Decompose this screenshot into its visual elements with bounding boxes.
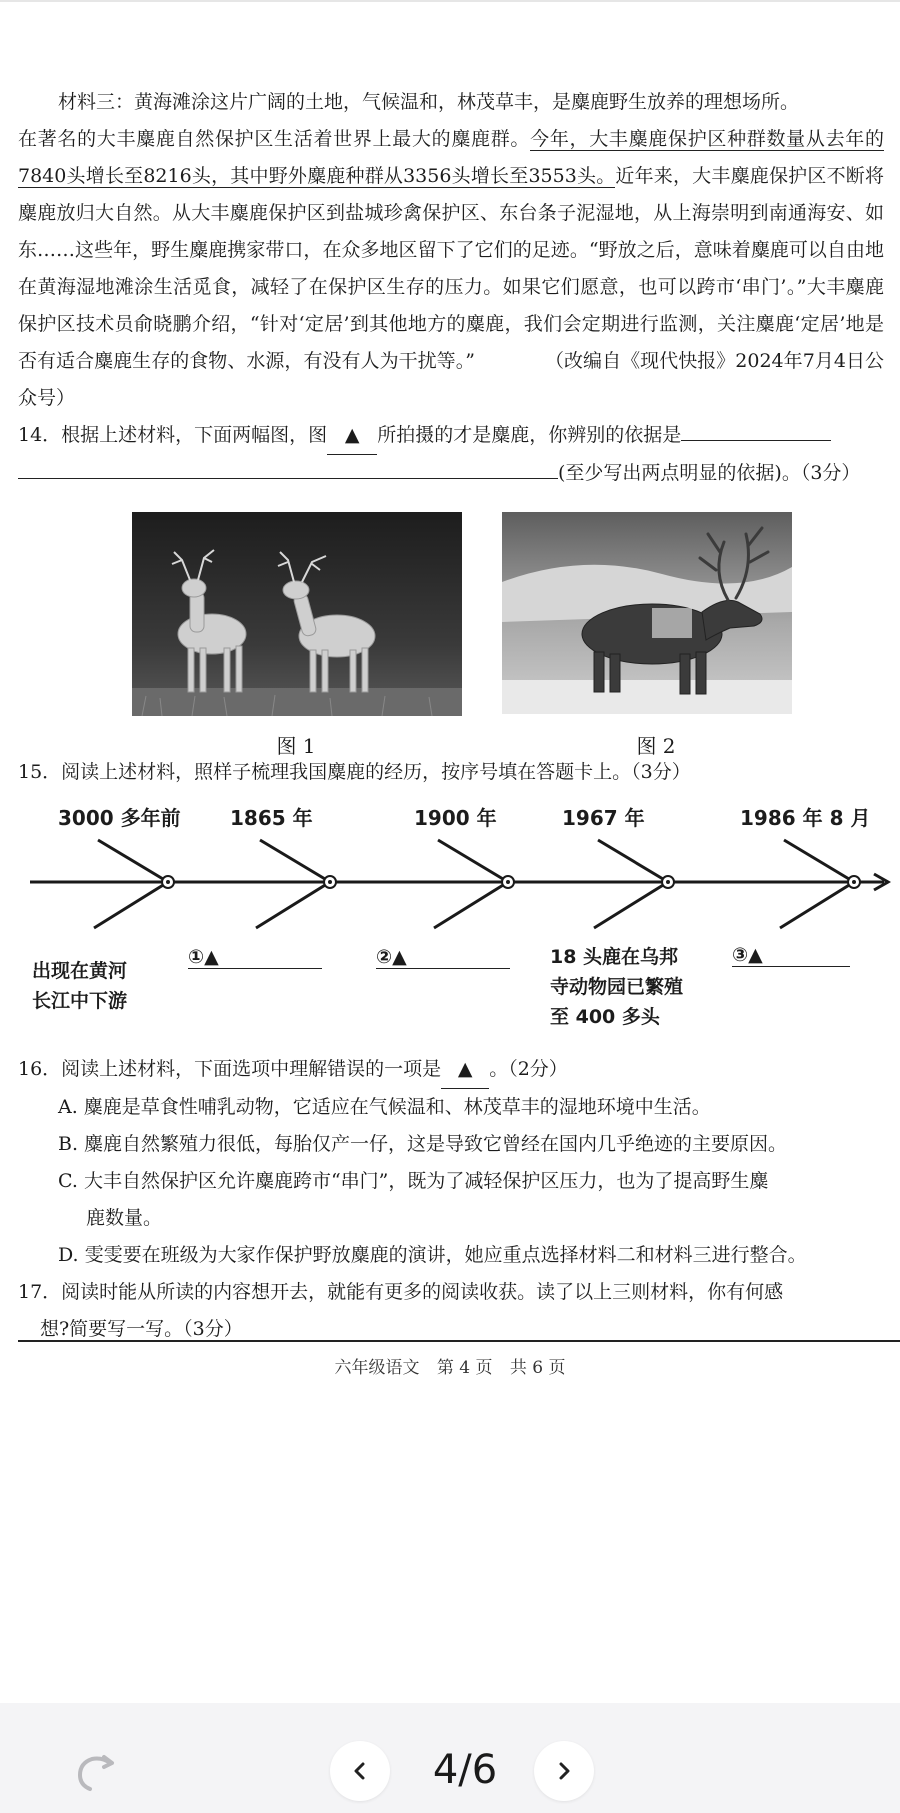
timeline-year-4: 1967 年 [562, 806, 645, 830]
timeline-event-4: 18 头鹿在乌邦 寺动物园已繁殖 至 400 多头 [550, 946, 684, 1028]
material3-source: （改编自《现代快报》2024年7月4日公众号） [18, 350, 885, 409]
option-c-cont: 鹿数量。 [86, 1207, 163, 1229]
option-a: A. 麋鹿是草食性哺乳动物，它适应在气候温和、林茂草丰的湿地环境中生活。 [58, 1096, 711, 1118]
timeline [0, 790, 900, 1040]
timeline-answer-slot-2[interactable]: ②▲ [376, 946, 510, 969]
chevron-right-icon [552, 1759, 576, 1783]
option-b: B. 麋鹿自然繁殖力很低，每胎仅产一仔，这是导致它曾经在国内几乎绝迹的主要原因。 [58, 1133, 788, 1155]
timeline-year-2: 1865 年 [230, 806, 313, 830]
prev-page-button[interactable] [330, 1741, 390, 1801]
timeline-event-1: 出现在黄河 长江中下游 [32, 960, 128, 1012]
footer-divider [18, 1340, 900, 1342]
figure-2-caption: 图 2 [636, 734, 676, 758]
material3-underlined: 今年，大丰麋鹿保护区种群数量从去年的7840头增长至8216头，其中野外麋鹿种群从3356头增长至3553头。 [18, 128, 884, 187]
material3-seg-b: 近年来，大丰麋鹿保护区不断将麋鹿放归大自然。从大丰麋鹿保护区到盐城珍禽保护区、东台条子泥湿地，从上海崇明到南通海安、如东……这些年，野生麋鹿携家带口，在众多地区留下了它们的足迹。“野放之后，意味着麋鹿可以自由地在黄海湿地滩涂生活觅食，减轻了在保护区生存的压力。如果它们愿意，也可以跨市‘串门’。”大丰麋鹿保护区技术员俞晓鹏介绍，“针对‘定居’到其他地方的麋鹿，我们会定期进行监测，关注麋鹿‘定居’地是否有适合麋鹿生存的食物、水源，有没有人为干扰等。” [18, 165, 884, 372]
timeline-arrow [0, 830, 900, 960]
question-15: 15．阅读上述材料，照样子梳理我国麋鹿的经历，按序号填在答题卡上。（3分） [18, 761, 691, 783]
timeline-year-1: 3000 多年前 [58, 806, 181, 830]
answer-blank-14-fig[interactable]: ▲ [327, 417, 377, 455]
answer-blank-16[interactable]: ▲ [441, 1051, 489, 1089]
page-indicator: 4/6 [432, 1747, 498, 1793]
question-17: 17．阅读时能从所读的内容想开去，就能有更多的阅读收获。读了以上三则材料，你有何感 想?简要写一写。（3分） [18, 1281, 784, 1340]
timeline-year-5: 1986 年 8 月 [740, 806, 871, 830]
question-16: 16．阅读上述材料，下面选项中理解错误的一项是 ▲ 。（2分） [18, 1051, 884, 1089]
question-14: 14．根据上述材料，下面两幅图，图 ▲ 所拍摄的才是麋鹿，你辨别的依据是 (至少写出两点明显的依据)。（3分） [18, 417, 884, 492]
figures [0, 512, 900, 772]
material3-line1: 材料三：黄海滩涂这片广阔的土地，气候温和，林茂草丰，是麋鹿野生放养的理想场所。 [58, 91, 800, 113]
exam-page [18, 84, 884, 492]
figure-1-caption: 图 1 [276, 734, 316, 758]
lower-questions [18, 1051, 884, 1348]
timeline-year-3: 1900 年 [414, 806, 497, 830]
material3-body [18, 121, 884, 417]
option-c: C. 大丰自然保护区允许麋鹿跨市“串门”，既为了减轻保护区压力，也为了提高野生麋 [58, 1170, 769, 1192]
viewer-toolbar [0, 1703, 900, 1813]
material3-seg-a: 在著名的大丰麋鹿自然保护区生活着世界上最大的麋鹿群。 [18, 128, 531, 150]
timeline-answer-slot-3[interactable]: ③▲ [732, 944, 850, 967]
answer-blank-14-reason-line2[interactable] [18, 478, 558, 479]
top-divider [0, 0, 900, 2]
answer-blank-14-reason[interactable] [681, 440, 831, 441]
figure-2-image [502, 512, 792, 714]
option-d: D. 雯雯要在班级为大家作保护野放麋鹿的演讲，她应重点选择材料二和材料三进行整合。 [58, 1244, 807, 1266]
page-footer: 六年级语文 第 4 页 共 6 页 [334, 1358, 566, 1378]
chevron-left-icon [348, 1759, 372, 1783]
next-page-button[interactable] [534, 1741, 594, 1801]
timeline-answer-slot-1[interactable]: ①▲ [188, 946, 322, 969]
rotate-icon[interactable] [74, 1753, 118, 1797]
figure-1-image [132, 512, 462, 716]
